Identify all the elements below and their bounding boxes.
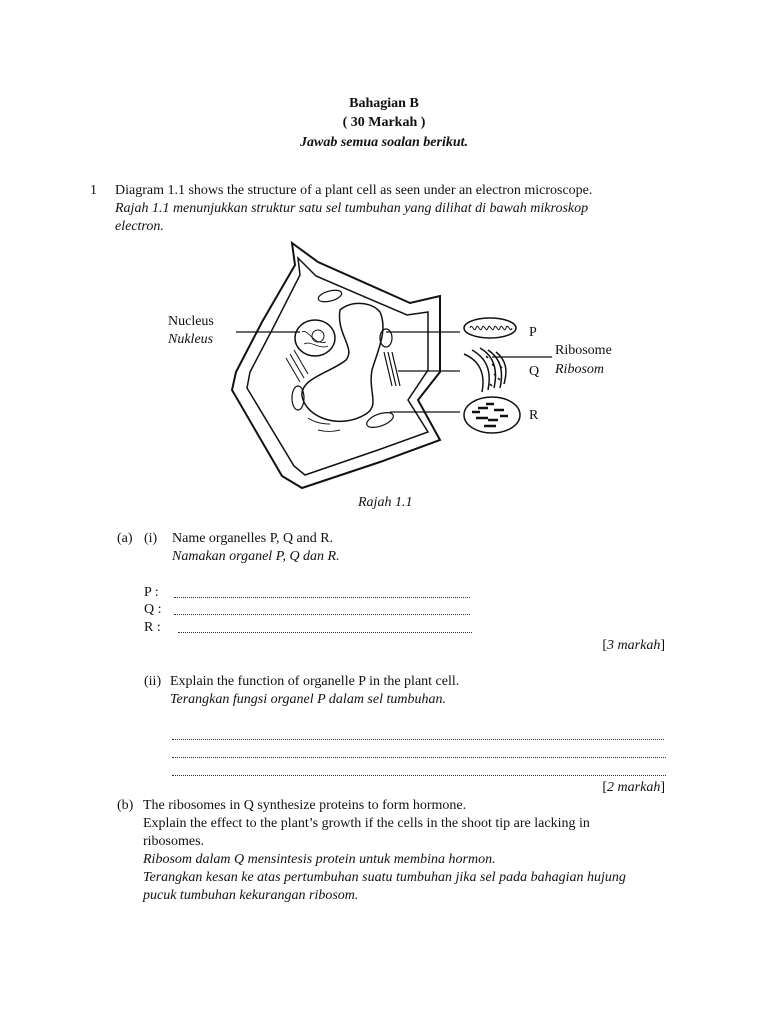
answer-ii-line-1[interactable] [172,739,664,740]
answer-p-line[interactable] [174,597,470,598]
mitochondrion-in-cell [317,288,343,304]
vacuole [302,303,383,421]
part-b-line-3: ribosomes. [143,834,205,849]
label-r: R [529,408,539,423]
marks-a-i: [3 markah] [602,638,665,653]
part-a-i-text-ms: Namakan organel P, Q dan R. [172,549,340,564]
nucleus [295,320,335,356]
section-title: Bahagian B [349,96,419,111]
label-p: P [529,325,537,340]
answer-q-line[interactable] [174,614,470,615]
answer-ii-line-3[interactable] [172,775,666,776]
answer-r-line[interactable] [178,632,472,633]
question-intro-en: Diagram 1.1 shows the structure of a plant cell as seen under an electron microscope. [115,183,593,198]
section-marks: ( 30 Markah ) [342,115,426,130]
cell-wall [232,243,440,488]
part-b-line-6: pucuk tumbuhan kekurangan ribosom. [143,888,359,903]
ribosome-label-ms: Ribosom [555,362,604,377]
part-a-label: (a) [117,531,133,546]
nucleus-label-en: Nucleus [168,314,214,329]
label-q: Q [529,364,540,379]
question-intro-ms: Rajah 1.1 menunjukkan struktur satu sel tumbuhan yang dilihat di bawah mikroskop [115,201,589,216]
marks-a-ii: [2 markah] [602,780,665,795]
answer-ii-line-2[interactable] [172,757,666,758]
answer-q-label: Q : [144,602,162,617]
organelle-r [464,397,520,433]
part-b-line-1: The ribosomes in Q synthesize proteins to form hormone. [143,798,467,813]
question-number: 1 [90,183,97,198]
part-a-i-label: (i) [144,531,158,546]
question-intro-ms-cont: electron. [115,219,164,234]
nucleus-label-ms: Nukleus [168,332,214,347]
diagram-caption: Rajah 1.1 [358,495,413,510]
part-a-ii-text-en: Explain the function of organelle P in the plant cell. [170,674,460,689]
er-in-cell [286,350,308,382]
part-b-label: (b) [117,798,134,813]
section-instruction: Jawab semua soalan berikut. [299,135,469,150]
ribosome-label-en: Ribosome [555,343,612,358]
part-a-ii-text-ms: Terangkan fungsi organel P dalam sel tumbuhan. [170,692,446,707]
answer-p-label: P : [144,585,159,600]
part-a-ii-label: (ii) [144,674,162,689]
answer-r-label: R : [144,620,161,635]
golgi-in-cell [384,352,400,386]
part-b-line-5: Terangkan kesan ke atas pertumbuhan suatu tumbuhan jika sel pada bahagian hujung [143,870,626,885]
part-a-i-text-en: Name organelles P, Q and R. [172,531,334,546]
part-b-line-4: Ribosom dalam Q mensintesis protein untuk membina hormon. [143,852,496,867]
organelle-q [464,348,506,392]
part-b-line-2: Explain the effect to the plant’s growth if the cells in the shoot tip are lacking in [143,816,590,831]
chloroplast-in-cell-2 [365,410,395,431]
organelle-p [464,318,516,338]
